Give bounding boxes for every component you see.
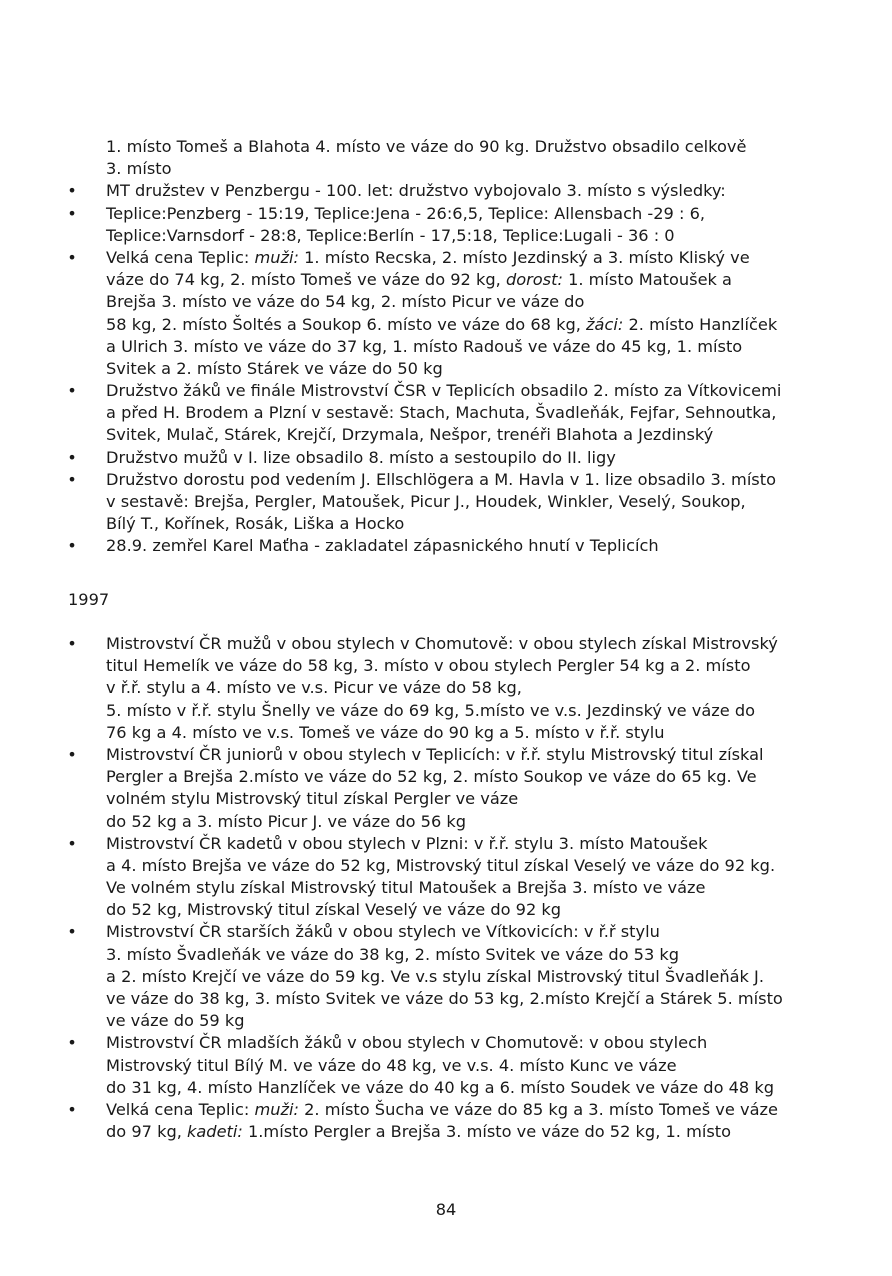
text-line: a Ulrich 3. místo ve váze do 37 kg, 1. místo Radouš ve váze do 45 kg, 1. místo bbox=[106, 336, 743, 356]
text-line: Družstvo žáků ve finále Mistrovství ČSR v Teplicích obsadilo 2. místo za Vítkovicemi bbox=[106, 381, 782, 401]
list-item bbox=[60, 380, 850, 447]
text-line: Bílý T., Kořínek, Rosák, Liška a Hocko bbox=[106, 514, 405, 534]
year-heading: 1997 bbox=[68, 590, 110, 609]
list-item bbox=[60, 1032, 850, 1099]
text-line: v ř.ř. stylu a 4. místo ve v.s. Picur ve váze do 58 kg, bbox=[106, 678, 522, 698]
text-line: Družstvo mužů v I. lize obsadilo 8. místo a sestoupilo do II. ligy bbox=[106, 447, 616, 467]
list-item bbox=[60, 921, 850, 1032]
text-block-1996 bbox=[60, 136, 850, 558]
text-line: váze do 74 kg, 2. místo Tomeš ve váze do 92 kg, dorost: 1. místo Matoušek a bbox=[106, 270, 732, 290]
list-item bbox=[60, 535, 850, 557]
text-line: do 52 kg, Mistrovský titul získal Veselý ve váze do 92 kg bbox=[106, 900, 562, 920]
text-line: 5. místo v ř.ř. stylu Šnelly ve váze do 69 kg, 5.místo ve v.s. Jezdinský ve váze do bbox=[106, 700, 756, 720]
bullet-icon: • bbox=[67, 1099, 77, 1119]
bullet-icon: • bbox=[67, 381, 77, 401]
text-line: Velká cena Teplic: muži: 2. místo Šucha ve váze do 85 kg a 3. místo Tomeš ve váze bbox=[106, 1099, 778, 1119]
text-line: Mistrovství ČR starších žáků v obou stylech ve Vítkovicích: v ř.ř stylu bbox=[106, 922, 660, 942]
text-line: ve váze do 38 kg, 3. místo Svitek ve váze do 53 kg, 2.místo Krejčí a Stárek 5. místo bbox=[106, 989, 783, 1008]
bullet-icon: • bbox=[67, 203, 77, 223]
list-item bbox=[60, 1099, 850, 1143]
text-line: 3. místo Švadleňák ve váze do 38 kg, 2. místo Svitek ve váze do 53 kg bbox=[106, 944, 680, 964]
bullet-icon: • bbox=[67, 922, 77, 942]
text-line: a před H. Brodem a Plzní v sestavě: Stach, Machuta, Švadleňák, Fejfar, Sehnoutka, bbox=[106, 403, 777, 423]
bullet-icon: • bbox=[67, 447, 77, 467]
text-line: Ve volném stylu získal Mistrovský titul Matoušek a Brejša 3. místo ve váze bbox=[106, 878, 706, 898]
page-number: 84 bbox=[435, 1200, 457, 1219]
continuation-line: 3. místo bbox=[106, 159, 172, 179]
list-item bbox=[60, 447, 850, 469]
text-line: Pergler a Brejša 2.místo ve váze do 52 kg, 2. místo Soukop ve váze do 65 kg. Ve bbox=[106, 767, 757, 787]
text-line: do 52 kg a 3. místo Picur J. ve váze do 56 kg bbox=[106, 811, 467, 831]
list-item bbox=[60, 633, 850, 744]
text-line: Mistrovství ČR juniorů v obou stylech v Teplicích: v ř.ř. stylu Mistrovský titul získal bbox=[106, 744, 764, 764]
text-line: 28.9. zemřel Karel Maťha - zakladatel zápasnického hnutí v Teplicích bbox=[106, 536, 659, 556]
bullet-icon: • bbox=[67, 634, 77, 653]
text-line: Brejša 3. místo ve váze do 54 kg, 2. místo Picur ve váze do bbox=[106, 292, 585, 312]
text-line: Teplice:Varnsdorf - 28:8, Teplice:Berlín - 17,5:18, Teplice:Lugali - 36 : 0 bbox=[106, 225, 675, 245]
text-line: 58 kg, 2. místo Šoltés a Soukop 6. místo ve váze do 68 kg, žáci: 2. místo Hanzlíček bbox=[106, 314, 778, 334]
text-line: Teplice:Penzberg - 15:19, Teplice:Jena - 26:6,5, Teplice: Allensbach -29 : 6, bbox=[106, 203, 706, 223]
text-line: Svitek, Mulač, Stárek, Krejčí, Drzymala, Nešpor, trenéři Blahota a Jezdinský bbox=[106, 425, 714, 445]
text-line: Mistrovství ČR mužů v obou stylech v Chomutově: v obou stylech získal Mistrovský bbox=[106, 634, 778, 653]
text-line: Mistrovství ČR mladších žáků v obou stylech v Chomutově: v obou stylech bbox=[106, 1033, 708, 1053]
text-line: Mistrovství ČR kadetů v obou stylech v Plzni: v ř.ř. stylu 3. místo Matoušek bbox=[106, 833, 708, 853]
list-item bbox=[60, 180, 850, 202]
text-line: ve váze do 59 kg bbox=[106, 1011, 245, 1031]
text-line: Družstvo dorostu pod vedením J. Ellschlögera a M. Havla v 1. lize obsadilo 3. místo bbox=[106, 469, 776, 489]
text-line: MT družstev v Penzbergu - 100. let: družstvo vybojovalo 3. místo s výsledky: bbox=[106, 181, 726, 201]
list-item bbox=[60, 247, 850, 380]
list-item bbox=[60, 469, 850, 536]
text-line: titul Hemelík ve váze do 58 kg, 3. místo v obou stylech Pergler 54 kg a 2. místo bbox=[106, 656, 751, 676]
list-item bbox=[60, 203, 850, 247]
bullet-icon: • bbox=[67, 744, 77, 764]
text-block-1997 bbox=[60, 633, 850, 1143]
bullet-icon: • bbox=[67, 247, 77, 267]
continuation-line: 1. místo Tomeš a Blahota 4. místo ve váze do 90 kg. Družstvo obsadilo celkově bbox=[106, 137, 747, 156]
text-line: Velká cena Teplic: muži: 1. místo Recska, 2. místo Jezdinský a 3. místo Kliský ve bbox=[106, 247, 750, 267]
text-line: volném stylu Mistrovský titul získal Pergler ve váze bbox=[106, 789, 519, 809]
bullet-icon: • bbox=[67, 181, 77, 201]
text-line: Svitek a 2. místo Stárek ve váze do 50 kg bbox=[106, 358, 443, 378]
bullet-icon: • bbox=[67, 469, 77, 489]
text-line: do 31 kg, 4. místo Hanzlíček ve váze do 40 kg a 6. místo Soudek ve váze do 48 kg bbox=[106, 1077, 775, 1097]
text-line: Mistrovský titul Bílý M. ve váze do 48 kg, ve v.s. 4. místo Kunc ve váze bbox=[106, 1055, 677, 1075]
text-line: 76 kg a 4. místo ve v.s. Tomeš ve váze do 90 kg a 5. místo v ř.ř. stylu bbox=[106, 722, 665, 742]
text-line: a 2. místo Krejčí ve váze do 59 kg. Ve v.s stylu získal Mistrovský titul Švadleňák J. bbox=[106, 966, 764, 986]
bullet-icon: • bbox=[67, 833, 77, 853]
bullet-icon: • bbox=[67, 536, 77, 556]
list-item bbox=[60, 744, 850, 833]
text-line: v sestavě: Brejša, Pergler, Matoušek, Picur J., Houdek, Winkler, Veselý, Soukop, bbox=[106, 492, 746, 511]
text-line: a 4. místo Brejša ve váze do 52 kg, Mistrovský titul získal Veselý ve váze do 92 kg. bbox=[106, 855, 776, 875]
list-item bbox=[60, 833, 850, 922]
bullet-icon: • bbox=[67, 1033, 77, 1053]
text-line: do 97 kg, kadeti: 1.místo Pergler a Brejša 3. místo ve váze do 52 kg, 1. místo bbox=[106, 1122, 732, 1142]
